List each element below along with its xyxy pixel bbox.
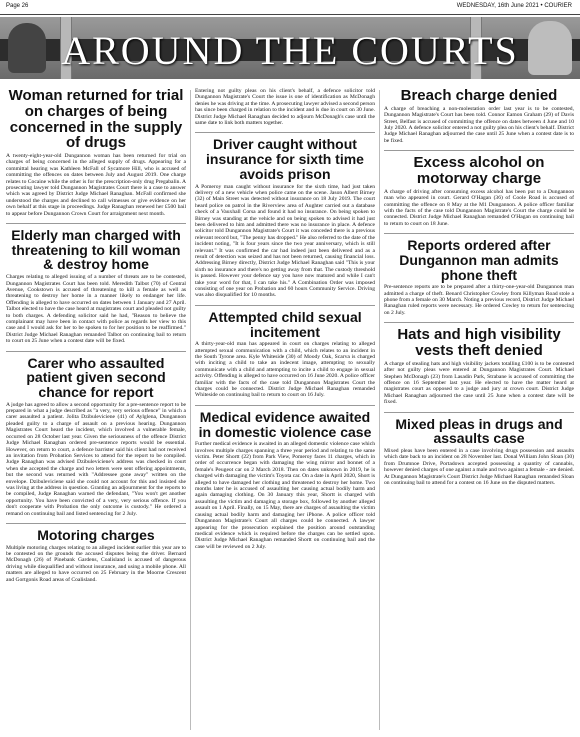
headline: Hats and high visibility vests theft denied [397, 326, 561, 359]
headline: Elderly man charged with threatening to kill woman & destroy home [11, 227, 181, 273]
headline: Mixed pleas in drugs and assaults case [395, 415, 563, 447]
article-body: A charge of driving after consuming excess alcohol has been put to a Dungannon man who appeared in court. Gerard O'Hagan (36) of Coole Road is accused of committing the offence on 8 May at the M1 Dungannon. A police officer familiar with the facts of the case told Dungannon Magistrate's Court the charge could be connected. District Judge Michael Ranaghan remanded O'Hagan on continuing bail to return to court on 18 June. [384, 188, 574, 227]
headline: Motoring charges [37, 526, 155, 543]
page-header [0, 0, 580, 15]
divider [6, 523, 186, 524]
column-3 [384, 88, 574, 734]
divider [384, 322, 574, 323]
article-body: A charge of breaching a non-molestation order last year is to be contested, Dungannon Magistrate's Court has been told. Connor Eamon Graham (29) of Davis Street, Belfast is accused of committing the offence on dates between 4 June and 10 July 2020. A defence solicitor entered a not guilty plea on his client's behalf. District Judge Michael Ranaghan adjourned the case until 25 June when a contest date is to be fixed. [384, 105, 574, 144]
article-body: A charge of stealing hats and high visibility jackets totalling £100 is to be contested after not guilty pleas were entered at Dungannon Magistrates Court. Michael Stephen McDonagh (23) from Lasadin Park, Strabane is accused of committing the offence on 16 September last year. He elected to have the matter heard at magistrates court as opposed to a judge and jury at crown court. District Judge Michael Ranaghan adjourned the case until 25 June when a contest date will be fixed. [384, 360, 574, 406]
divider [384, 412, 574, 413]
column-1 [6, 88, 186, 734]
headline: Woman returned for trial on charges of being concerned in the supply of drugs [8, 88, 184, 152]
banner-title: AROUND THE COURTS [61, 28, 519, 73]
column-2 [195, 88, 375, 734]
article [195, 310, 375, 399]
article [384, 88, 574, 144]
article-body: Multiple motoring charges relating to an alleged incident earlier this year are to be contested on the grounds the accused disputes being the driver. Bernard McDonagh (26) of Pinebank Gardens, Coalisland is accused of dangerous driving while disqualified and without insurance, and using a mobile phone. All matters are alleged to have occurred on 25 February in the Moorne Crescent and Gortgonis Road areas of Coalisland. [6, 544, 186, 583]
article [6, 528, 186, 583]
article [384, 417, 574, 487]
headline: Reports ordered after Dungannon man admits phone theft [399, 237, 559, 283]
headline: Driver caught without insurance for sixth time avoids prison [206, 136, 364, 182]
date-line: WEDNESDAY, 16th June 2021 • COURIER [456, 3, 572, 9]
article [384, 238, 574, 316]
article-body: Charges relating to alleged issuing of a number of threats are to be contested, Dungannon Magistrates Court has been told. Meredith Talbot (70) of Central Avenue, Cookstown is accused of threatening to kill a female as well as threatening to destroy her home in a manner likely to endanger her life. Offending is alleged to have occurred on dates between 1 January and 27 April. Talbot elected to have the case heard at magistrates court and pleaded not guilty to both charges. A defending solicitor said he had, "Reason to believe the complainant may have been in contact with police as regards her view to this case and I would ask for her to be spoken to for her position to be reaffirmed." District Judge Michael Ranaghan remanded Talbot on continuing bail to return to court on 25 June when a contest date will be fixed. [6, 274, 186, 345]
divider [195, 405, 375, 406]
headline: Medical evidence awaited in domestic violence case [198, 408, 372, 440]
divider [6, 223, 186, 224]
headline: Breach charge denied [400, 88, 558, 104]
article-body: Entering not guilty pleas on his client's behalf, a defence solicitor told Dungannon Magistrate's Court the issue is one of identification as McDonagh denies he was driving at the time. A prosecuting lawyer advised a second person has since been charged in relation to the incident and is due in court on 30 June. District Judge Michael Ranaghan decided to adjourn McDonagh's case until the same date to link both matters together. [195, 88, 375, 127]
divider [195, 132, 375, 133]
article-body: A thirty-year-old man has appeared in court on charges relating to alleged attempted sexual communication with a child, which relates to an incident in the South Tyrone area. Kyle Whiteside (30) of Moody Oak, Scarva is charged with inciting a child to take an indecent image, attempting to sexually communicate with a child and attempting to incite a child to engage in sexual activity. Offending is alleged to have occurred on 16 June 2020. A police officer familiar with the facts of the case told Dungannon Magistrates Court the charges could be connected. District Judge Michael Ranaghan remanded Whiteside on continuing bail to return to court on 16 July. [195, 341, 375, 399]
article-body: A judge has agreed to allow a second opportunity for a pre-sentence report to be prepared in what a judge described as "a very, very serious offence" in which a carer assaulted a patient. Jolita Dzibuleviciene (41) of Aylglena, Dungannon pleaded guilty to a charge of assault on a previous hearing. Dungannon Magistrates Court heard the incident, which involved a vulnerable female, occurred on 28 October last year. Given the seriousness of the offence District Judge Michael Ranaghan ordered pre-sentence reports would be essential. However, on return to court, a defence barrister said his client had not received an invitation from Probation Services to attend for the report to be compiled. Judge Ranaghan was advised Dzibuleviciene's address was checked in court when she accepted the charge and two letters were sent offering appointments, but the second was returned with "Addressee gone away" written on the envelope. Dzibuleviciene said she could not account for this and insisted she was living at the address in question. Granting an adjournment for the reports to be compiled, Judge Ranaghan warned the defendant, "You won't get another opportunity. You have been convicted of a very, very serious offence. If you don't cooperate with Probation the only outcome is custody." He ordered a remand on continuing bail and listed sentencing for 2 July. [6, 401, 186, 517]
page-number: Page 26 [6, 3, 29, 9]
article-body: A Pomeroy man caught without insurance for the sixth time, had just taken delivery of a new vehicle when police came on the scene. Jason Albert Birney (32) of Main Street was detected without insurance on 18 July 2019. The court heard police on patrol in the Riverview area of Aughter carried out a database check of a Vauxhall Corsa and found it had no insurance. On being spoken to Birney was standing at the vehicle and on being spoken to advised it had just been delivered to him and admitted there was no insurance in place. A defence solicitor told Dungannon Magistrate's Court it was conceded there is a previous relevant record but, "The penny has dropped." He also referred to the date of the incident noting, "It is four years since the two year anniversary, which is still relevant." It was confirmed the car had indeed just been delivered and as a result of detection was seized and has not been returned, causing financial loss. Addressing Birney directly, District Judge Michael Ranaghan said "This is your sixth no insurance and there's no getting away from that. The custody threshold is passed. However your defence say you have now matured and while I can't take your word for that, I can take his." A Combination Order was imposed consisting of one year on Probation and 60 hours Community Service. Driving was also disqualified for 10 months. [195, 183, 375, 299]
article [6, 228, 186, 345]
article [384, 327, 574, 405]
article-body: Further medical evidence is awaited in an alleged domestic violence case which involves multiple charges spanning a three year period and relating to the same victim. Peter Shortt (22) from Park View, Pomeroy faces 11 charges, which in order of occurrence began with damaging the wing mirror and bonnet of a female's Peugeot car on 2 March 2018. Then on dates unknown in 2019, he is charged with damaging the victim's Toyota car. On a date in April 2020, Short is alleged to have damaged her clothing and threatened to destroy her home. Two months later he is accused of assaulting her causing actual bodily harm and again damaging clothing. On 30 January this year, Shortt is charged with assaulting the victim and damaging a storage box, followed by another alleged assault on 1 April. Finally, on 15 May, there are charges of assaulting the victim causing actual bodily harm and damaging her iPhone. A police officer told Dungannon Magistrate's Court all charges could be connected. A lawyer appearing for the prosecution explained the position around outstanding medical evidence which is required before the charges can be settled upon. District Judge Michael Ranaghan remanded Shortt on continuing bail and the case will be reviewed on 2 July. [195, 441, 375, 550]
divider [6, 351, 186, 352]
column-rule [379, 90, 380, 730]
article [6, 88, 186, 217]
column-rule [190, 90, 191, 730]
article [6, 356, 186, 517]
article-continuation [195, 88, 375, 126]
article [384, 155, 574, 227]
headline: Carer who assaulted patient given second chance for report [26, 354, 166, 400]
article [195, 137, 375, 298]
article-body: Mixed pleas have been entered in a case involving drugs possession and assaults which date back to an incident on 28 November last. Donal William John Sloan (30) from Drumnoe Drive, Portadown accepted possessing a quantity of cannabis, however denied charges of one against a male and two against a female - are denied. At Dungannon Magistrate's Court District Judge Michael Ranaghan remanded Sloan on continuing bail to attend for a contest on 16 June on the disputed matters. [384, 447, 574, 486]
article [195, 410, 375, 550]
article-body: A twenty-eight-year-old Dungannon woman has been returned for trial on charges of being concerned in the alleged supply of drugs. Appearing for a committal hearing was Kathleen McFall of Sycamore Hill, who is accused of committing the offences on dates between July and August 2019. One charge relates to Cocaine while the other is for the prescription-only drug Pregabalin. A prosecuting lawyer told Dungannon Magistrates Court there is a case to answer which was agreed by District Judge Michael Ranaghan. McFall confirmed she understood the charges and declined to call witnesses or give evidence on her own behalf at this stage in proceedings. Judge Ranaghan renewed her £500 bail to appear before Dungannon Crown Court for arraignment next month. [6, 153, 186, 217]
section-banner [0, 17, 580, 79]
divider [195, 305, 375, 306]
headline: Excess alcohol on motorway charge [413, 154, 545, 187]
article-body: Pre-sentence reports are to be prepared after a thirty-one-year-old Dungannon man admitted a charge of theft. Benard Christopher Cowley from Killyman Road stole a phone from a female on 30 March. Noting a previous record, District Judge Michael Ranaghan ruled reports were necessary. He ordered Cowley to return for sentencing on 2 July. [384, 284, 574, 316]
headline: Attempted child sexual incitement [208, 308, 362, 340]
divider [384, 150, 574, 151]
divider [384, 233, 574, 234]
